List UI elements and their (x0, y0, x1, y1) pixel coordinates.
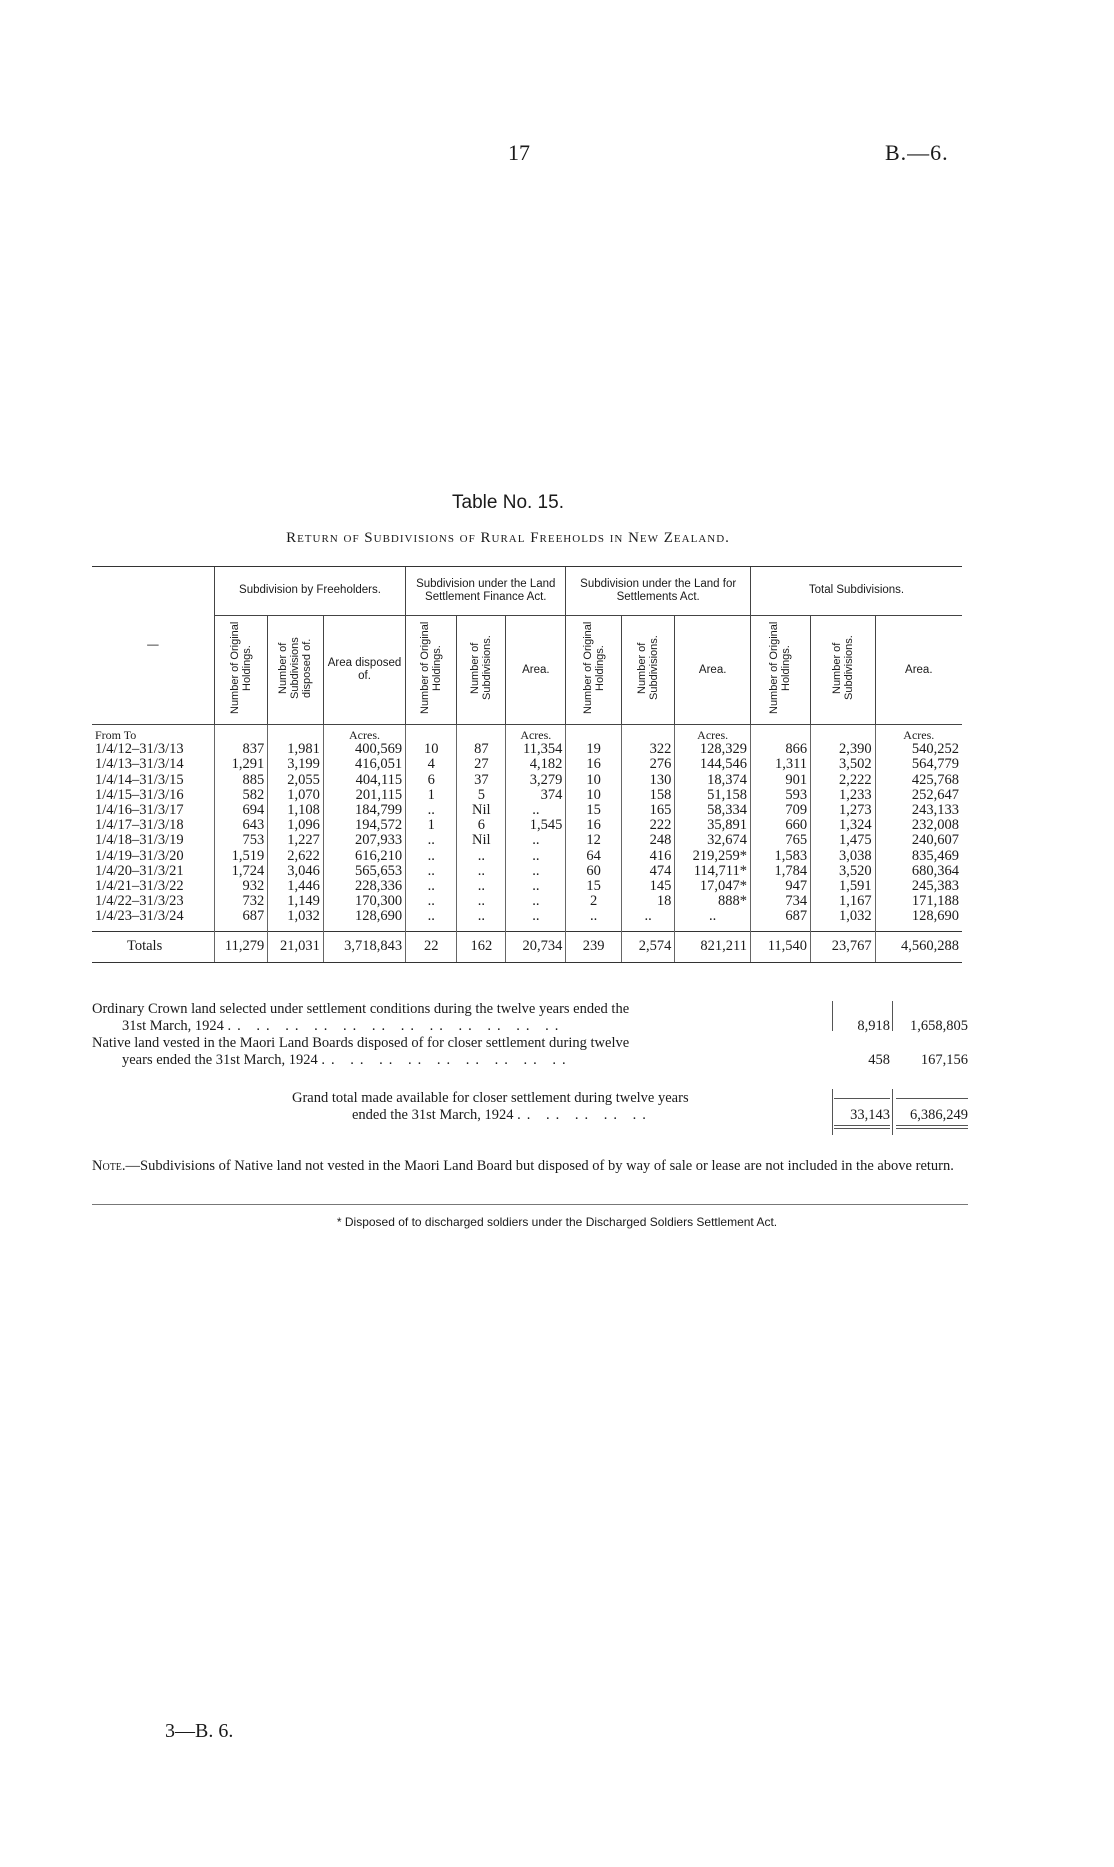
column-header: Number of Original Holdings. (751, 616, 811, 725)
table-cell: 1 (406, 818, 457, 833)
table-cell: 416 (621, 849, 674, 864)
table-cell: 243,133 (875, 803, 962, 818)
table-cell: 3,279 (506, 773, 566, 788)
table-cell: .. (406, 803, 457, 818)
table-note: Note.—Subdivisions of Native land not vested in the Maori Land Board but disposed of by way of sale or lease are not included in the above return. (92, 1158, 954, 1174)
table-cell: 593 (751, 788, 811, 803)
table-cell: 232,008 (875, 818, 962, 833)
table-cell: 1,784 (751, 864, 811, 879)
table-cell: 64 (566, 849, 622, 864)
table-cell: 128,329 (675, 742, 751, 757)
table-cell: 1,032 (811, 909, 876, 931)
unit-label (406, 725, 457, 743)
period-cell: 1/4/14–31/3/15 (95, 771, 184, 788)
table-cell: 2,055 (268, 773, 324, 788)
native-land-text-cont: years ended the 31st March, 1924 .. .. .. .. .. .. .. .. .. (122, 1052, 572, 1068)
table-cell: 374 (506, 788, 566, 803)
table-cell: 1,291 (214, 757, 267, 772)
table-cell: .. (506, 833, 566, 848)
table-cell: 252,647 (875, 788, 962, 803)
table-cell: 222 (621, 818, 674, 833)
table-cell: 184,799 (323, 803, 405, 818)
table-cell: 1,167 (811, 894, 876, 909)
unit-label: Acres. (875, 725, 962, 743)
table-cell: 835,469 (875, 849, 962, 864)
table-cell: 248 (621, 833, 674, 848)
table-cell: 128,690 (875, 909, 962, 931)
total-cell: 22 (406, 931, 457, 962)
table-subtitle: Return of Subdivisions of Rural Freeholds in New Zealand. (286, 530, 730, 546)
table-cell: .. (566, 909, 622, 931)
table-cell: 888* (675, 894, 751, 909)
period-cell: 1/4/21–31/3/22 (95, 878, 184, 895)
table-cell: 687 (214, 909, 267, 931)
group-header-settlements-act: Subdivision under the Land for Settlements Act. (566, 567, 751, 616)
table-cell: .. (506, 849, 566, 864)
table-cell: .. (406, 894, 457, 909)
table-cell: 10 (566, 773, 622, 788)
table-cell: .. (406, 849, 457, 864)
table-cell: 32,674 (675, 833, 751, 848)
table-cell: 1,545 (506, 818, 566, 833)
table-cell: 87 (457, 742, 506, 757)
table-cell: .. (506, 864, 566, 879)
table-cell: 130 (621, 773, 674, 788)
table-cell: .. (406, 833, 457, 848)
crown-area: 1,658,805 (910, 1018, 968, 1034)
table-cell: 128,690 (323, 909, 405, 931)
table-cell: 15 (566, 803, 622, 818)
table-cell: 201,115 (323, 788, 405, 803)
table-cell: 885 (214, 773, 267, 788)
total-cell: 821,211 (675, 931, 751, 962)
table-cell: 765 (751, 833, 811, 848)
table-cell: 947 (751, 879, 811, 894)
native-subdivisions: 458 (868, 1052, 890, 1068)
total-cell: 3,718,843 (323, 931, 405, 962)
table-cell: 171,188 (875, 894, 962, 909)
native-land-text: Native land vested in the Maori Land Boards disposed of for closer settlement during twelve (92, 1035, 630, 1051)
total-cell: 11,279 (214, 931, 267, 962)
table-cell: .. (506, 909, 566, 931)
table-cell: 11,354 (506, 742, 566, 757)
table-cell: .. (457, 909, 506, 931)
table-cell: 1,519 (214, 849, 267, 864)
summary-block (92, 1001, 968, 1124)
table-cell: .. (621, 909, 674, 931)
table-cell: 3,520 (811, 864, 876, 879)
unit-label (268, 725, 324, 743)
table-cell: 753 (214, 833, 267, 848)
grand-total-text: Grand total made available for closer settlement during twelve years (292, 1090, 689, 1106)
total-cell: 21,031 (268, 931, 324, 962)
column-header: Number of Subdivisions disposed of. (268, 616, 324, 725)
period-cell: 1/4/17–31/3/18 (95, 817, 184, 834)
table-row (92, 879, 962, 894)
table-cell: 660 (751, 818, 811, 833)
table-cell: 240,607 (875, 833, 962, 848)
stub-header: — (92, 567, 214, 725)
table-cell: 1,096 (268, 818, 324, 833)
table-cell: 400,569 (323, 742, 405, 757)
table-row (92, 818, 962, 833)
table-cell: 709 (751, 803, 811, 818)
column-header: Number of Original Holdings. (566, 616, 622, 725)
table-cell: 114,711* (675, 864, 751, 879)
table-cell: 1,233 (811, 788, 876, 803)
table-cell: 1,032 (268, 909, 324, 931)
table-cell: 694 (214, 803, 267, 818)
table-cell: 1 (406, 788, 457, 803)
total-cell: 11,540 (751, 931, 811, 962)
column-header: Area disposed of. (323, 616, 405, 725)
group-header-total: Total Subdivisions. (751, 567, 963, 616)
table-cell: .. (457, 864, 506, 879)
table-cell: 10 (406, 742, 457, 757)
table-cell: 145 (621, 879, 674, 894)
table-cell: 540,252 (875, 742, 962, 757)
table-cell: 16 (566, 818, 622, 833)
table-row (92, 833, 962, 848)
table-row (92, 757, 962, 772)
table-cell: 12 (566, 833, 622, 848)
totals-row (92, 931, 962, 962)
table-cell: 582 (214, 788, 267, 803)
table-cell: 3,038 (811, 849, 876, 864)
table-cell: .. (406, 864, 457, 879)
table-cell: .. (506, 803, 566, 818)
table-cell: 19 (566, 742, 622, 757)
table-cell: .. (506, 894, 566, 909)
table-row (92, 803, 962, 818)
table-cell: 35,891 (675, 818, 751, 833)
period-cell: 1/4/13–31/3/14 (95, 756, 184, 773)
table-cell: 18 (621, 894, 674, 909)
table-cell: 932 (214, 879, 267, 894)
unit-label (621, 725, 674, 743)
table-row (92, 849, 962, 864)
table-cell: 732 (214, 894, 267, 909)
table-cell: 1,149 (268, 894, 324, 909)
column-header: Number of Subdivisions. (457, 616, 506, 725)
total-cell: 4,560,288 (875, 931, 962, 962)
table-row (92, 909, 962, 931)
table-cell: 866 (751, 742, 811, 757)
table-cell: 17,047* (675, 879, 751, 894)
table-cell: 27 (457, 757, 506, 772)
table-cell: 564,779 (875, 757, 962, 772)
table-cell: 18,374 (675, 773, 751, 788)
table-cell: 837 (214, 742, 267, 757)
grand-total-subdivisions: 33,143 (850, 1107, 890, 1123)
table-row (92, 773, 962, 788)
column-header: Area. (875, 616, 962, 725)
table-cell: 474 (621, 864, 674, 879)
period-cell: 1/4/16–31/3/17 (95, 802, 184, 819)
column-header: Area. (506, 616, 566, 725)
table-cell: 6 (406, 773, 457, 788)
table-cell: 165 (621, 803, 674, 818)
total-cell: 239 (566, 931, 622, 962)
table-cell: .. (406, 879, 457, 894)
column-header: Number of Original Holdings. (406, 616, 457, 725)
page-number: 17 (508, 140, 530, 165)
table-cell: 3,046 (268, 864, 324, 879)
totals-label: Totals (92, 931, 214, 962)
table-cell: 565,653 (323, 864, 405, 879)
grand-total-text-cont: ended the 31st March, 1924 .. .. .. .. .. (352, 1107, 652, 1123)
table-cell: 158 (621, 788, 674, 803)
table-cell: 901 (751, 773, 811, 788)
table-cell: 2,622 (268, 849, 324, 864)
period-cell: 1/4/23–31/3/24 (95, 908, 184, 925)
table-cell: .. (506, 879, 566, 894)
table-cell: 734 (751, 894, 811, 909)
table-cell: 322 (621, 742, 674, 757)
table-cell: Nil (457, 803, 506, 818)
table-cell: 207,933 (323, 833, 405, 848)
table-cell: 2 (566, 894, 622, 909)
units-row (92, 725, 962, 743)
unit-label: Acres. (675, 725, 751, 743)
subdivisions-table (92, 566, 962, 963)
table-cell: 6 (457, 818, 506, 833)
unit-label (214, 725, 267, 743)
native-area: 167,156 (920, 1052, 968, 1068)
period-cell: 1/4/22–31/3/23 (95, 893, 184, 910)
table-cell: 37 (457, 773, 506, 788)
table-cell: 228,336 (323, 879, 405, 894)
table-cell: 425,768 (875, 773, 962, 788)
table-cell: 144,546 (675, 757, 751, 772)
table-cell: 1,273 (811, 803, 876, 818)
table-cell: 680,364 (875, 864, 962, 879)
table-cell: 15 (566, 879, 622, 894)
table-cell: 4 (406, 757, 457, 772)
period-label: From To (95, 728, 137, 743)
table-cell: 10 (566, 788, 622, 803)
column-header: Number of Subdivisions. (621, 616, 674, 725)
crown-subdivisions: 8,918 (857, 1018, 890, 1034)
footnote: * Disposed of to discharged soldiers under the Discharged Soldiers Settlement Act. (336, 1215, 778, 1229)
grand-total-area: 6,386,249 (910, 1107, 968, 1123)
unit-label: Acres. (506, 725, 566, 743)
table-cell: 1,475 (811, 833, 876, 848)
table-cell: 1,108 (268, 803, 324, 818)
table-cell: 616,210 (323, 849, 405, 864)
table-cell: 60 (566, 864, 622, 879)
unit-label (751, 725, 811, 743)
table-cell: 1,591 (811, 879, 876, 894)
table-cell: .. (406, 909, 457, 931)
table-row (92, 742, 962, 757)
table-cell: Nil (457, 833, 506, 848)
table-cell: 4,182 (506, 757, 566, 772)
table-cell: 1,311 (751, 757, 811, 772)
sheet-signature: 3—B. 6. (165, 1720, 234, 1742)
crown-land-text: Ordinary Crown land selected under settlement conditions during the twelve years ended the (92, 1001, 630, 1017)
period-cell: 1/4/12–31/3/13 (95, 741, 184, 758)
table-cell: 687 (751, 909, 811, 931)
table-cell: .. (457, 879, 506, 894)
table-cell: 1,724 (214, 864, 267, 879)
period-cell: 1/4/19–31/3/20 (95, 847, 184, 864)
table-cell: .. (675, 909, 751, 931)
group-header-finance-act: Subdivision under the Land Settlement Finance Act. (406, 567, 566, 616)
column-header: Number of Original Holdings. (214, 616, 267, 725)
table-cell: 3,502 (811, 757, 876, 772)
table-cell: 1,583 (751, 849, 811, 864)
table-cell: 276 (621, 757, 674, 772)
table-title: Table No. 15. (452, 492, 564, 513)
crown-land-text-cont: 31st March, 1924 .. .. .. .. .. .. .. .. .. .. .. .. (122, 1018, 565, 1034)
table-cell: 1,324 (811, 818, 876, 833)
table-cell: 2,222 (811, 773, 876, 788)
table-cell: 643 (214, 818, 267, 833)
table-cell: 219,259* (675, 849, 751, 864)
period-cell: 1/4/18–31/3/19 (95, 832, 184, 849)
table-cell: 58,334 (675, 803, 751, 818)
table-row (92, 864, 962, 879)
table-cell: 245,383 (875, 879, 962, 894)
table-cell: .. (457, 894, 506, 909)
column-header: Number of Subdivisions. (811, 616, 876, 725)
table-cell: 51,158 (675, 788, 751, 803)
table-cell: .. (457, 849, 506, 864)
unit-label (566, 725, 622, 743)
total-cell: 20,734 (506, 931, 566, 962)
table-cell: 170,300 (323, 894, 405, 909)
table-cell: 1,446 (268, 879, 324, 894)
unit-label (457, 725, 506, 743)
table-row (92, 894, 962, 909)
table-cell: 3,199 (268, 757, 324, 772)
unit-label: Acres. (323, 725, 405, 743)
table-cell: 16 (566, 757, 622, 772)
table-cell: 5 (457, 788, 506, 803)
series-code: B.—6. (885, 140, 949, 165)
total-cell: 23,767 (811, 931, 876, 962)
total-cell: 2,574 (621, 931, 674, 962)
table-cell: 2,390 (811, 742, 876, 757)
total-cell: 162 (457, 931, 506, 962)
table-cell: 194,572 (323, 818, 405, 833)
unit-label (811, 725, 876, 743)
divider (92, 1204, 968, 1205)
table-cell: 1,981 (268, 742, 324, 757)
period-cell: 1/4/20–31/3/21 (95, 862, 184, 879)
group-header-freeholders: Subdivision by Freeholders. (214, 567, 405, 616)
table-body (92, 725, 962, 931)
table-cell: 1,227 (268, 833, 324, 848)
table-cell: 1,070 (268, 788, 324, 803)
table-row (92, 788, 962, 803)
period-cell: 1/4/15–31/3/16 (95, 786, 184, 803)
table-cell: 404,115 (323, 773, 405, 788)
column-header: Area. (675, 616, 751, 725)
table-cell: 416,051 (323, 757, 405, 772)
